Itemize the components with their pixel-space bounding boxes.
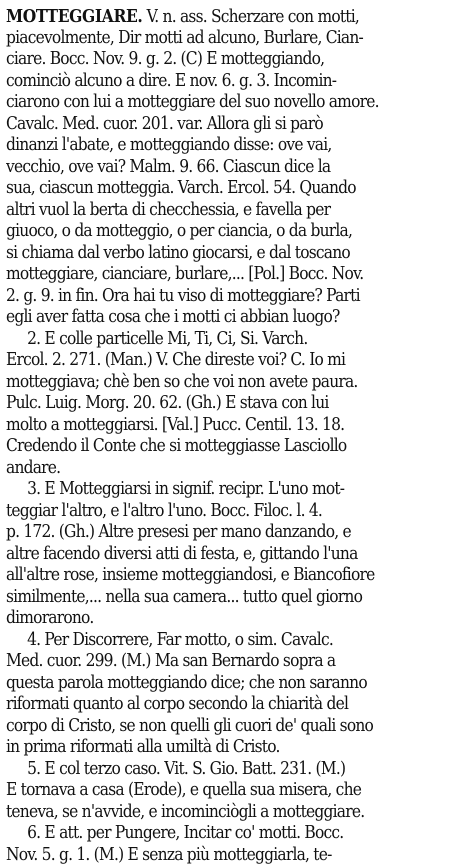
- entry-line: p. 172. (Gh.) Altre presesi per mano danzando, e: [6, 522, 468, 544]
- entry-line: altre facendo diversi atti di festa, e, gittando l'una: [6, 544, 468, 566]
- headword: MOTTEGGIARE.: [6, 6, 142, 27]
- entry-line: similmente,... nella sua camera... tutto quel giorno: [6, 587, 468, 609]
- entry-line: ciarono con lui a motteggiare del suo novello amore.: [6, 92, 468, 114]
- entry-line: sua, ciascun motteggia. Varch. Ercol. 54. Quando: [6, 178, 468, 200]
- entry-line: si chiama dal verbo latino giocarsi, e dal toscano: [6, 243, 468, 265]
- sense-4-line: 4. Per Discorrere, Far motto, o sim. Cavalc.: [6, 630, 473, 652]
- entry-line: motteggiare, cianciare, burlare,... [Pol.] Bocc. Nov.: [6, 264, 468, 286]
- sense-3-line: 3. E Motteggiarsi in signif. recipr. L'uno mot-: [6, 479, 473, 501]
- entry-line: questa parola motteggiando dice; che non saranno: [6, 673, 468, 695]
- entry-line: molto a motteggiarsi. [Val.] Pucc. Centil. 13. 18.: [6, 415, 468, 437]
- dictionary-entry: [6, 6, 468, 866]
- entry-line: piacevolmente, Dir motti ad alcuno, Burlare, Cian-: [6, 28, 468, 50]
- entry-line: Cavalc. Med. cuor. 201. var. Allora gli si parò: [6, 114, 468, 136]
- entry-line: cominciò alcuno a dire. E nov. 6. g. 3. Incomin-: [6, 71, 468, 93]
- entry-line: Nov. 5. g. 1. (M.) E senza più motteggiarla, te-: [6, 845, 468, 866]
- entry-line: altri vuol la berta di checchessia, e favella per: [6, 200, 468, 222]
- entry-line: egli aver fatta cosa che i motti ci abbian luogo?: [6, 307, 468, 329]
- sense-6-line: 6. E att. per Pungere, Incitar co' motti. Bocc.: [6, 823, 473, 845]
- entry-line: teneva, se n'avvide, e incominciògli a motteggiare.: [6, 802, 468, 824]
- entry-line: teggiar l'altro, e l'altro l'uno. Bocc. Filoc. l. 4.: [6, 501, 468, 523]
- entry-line: E tornava a casa (Erode), e quella sua misera, che: [6, 780, 468, 802]
- entry-line: Ercol. 2. 271. (Man.) V. Che direste voi? C. Io mi: [6, 350, 468, 372]
- sense-2-line: 2. E colle particelle Mi, Ti, Ci, Si. Varch.: [6, 329, 473, 351]
- entry-line: Credendo il Conte che si motteggiasse Lasciollo: [6, 436, 468, 458]
- entry-line: dimorarono.: [6, 608, 468, 630]
- entry-line: Pulc. Luig. Morg. 20. 62. (Gh.) E stava con lui: [6, 393, 468, 415]
- entry-line: motteggiava; chè ben so che voi non avete paura.: [6, 372, 468, 394]
- sense-5-line: 5. E col terzo caso. Vit. S. Gio. Batt. 231. (M.): [6, 759, 473, 781]
- entry-line: ciare. Bocc. Nov. 9. g. 2. (C) E motteggiando,: [6, 49, 468, 71]
- entry-line: vecchio, ove vai? Malm. 9. 66. Ciascun dice la: [6, 157, 468, 179]
- entry-line: all'altre rose, insieme motteggiandosi, e Biancofiore: [6, 565, 468, 587]
- entry-line: dinanzi l'abate, e motteggiando disse: ove vai,: [6, 135, 468, 157]
- entry-line-1: [6, 6, 468, 28]
- entry-line: andare.: [6, 458, 468, 480]
- entry-line: 2. g. 9. in fin. Ora hai tu viso di motteggiare? Parti: [6, 286, 468, 308]
- definition-start: V. n. ass. Scherzare con motti,: [147, 7, 359, 27]
- entry-line: riformati quanto al corpo secondo la chiarità del: [6, 694, 468, 716]
- entry-line: in prima riformati alla umiltà di Cristo.: [6, 737, 468, 759]
- entry-line: giuoco, o da motteggio, o per ciancia, o da burla,: [6, 221, 468, 243]
- entry-line: Med. cuor. 299. (M.) Ma san Bernardo sopra a: [6, 651, 468, 673]
- entry-line: corpo di Cristo, se non quelli gli cuori de' quali sono: [6, 716, 468, 738]
